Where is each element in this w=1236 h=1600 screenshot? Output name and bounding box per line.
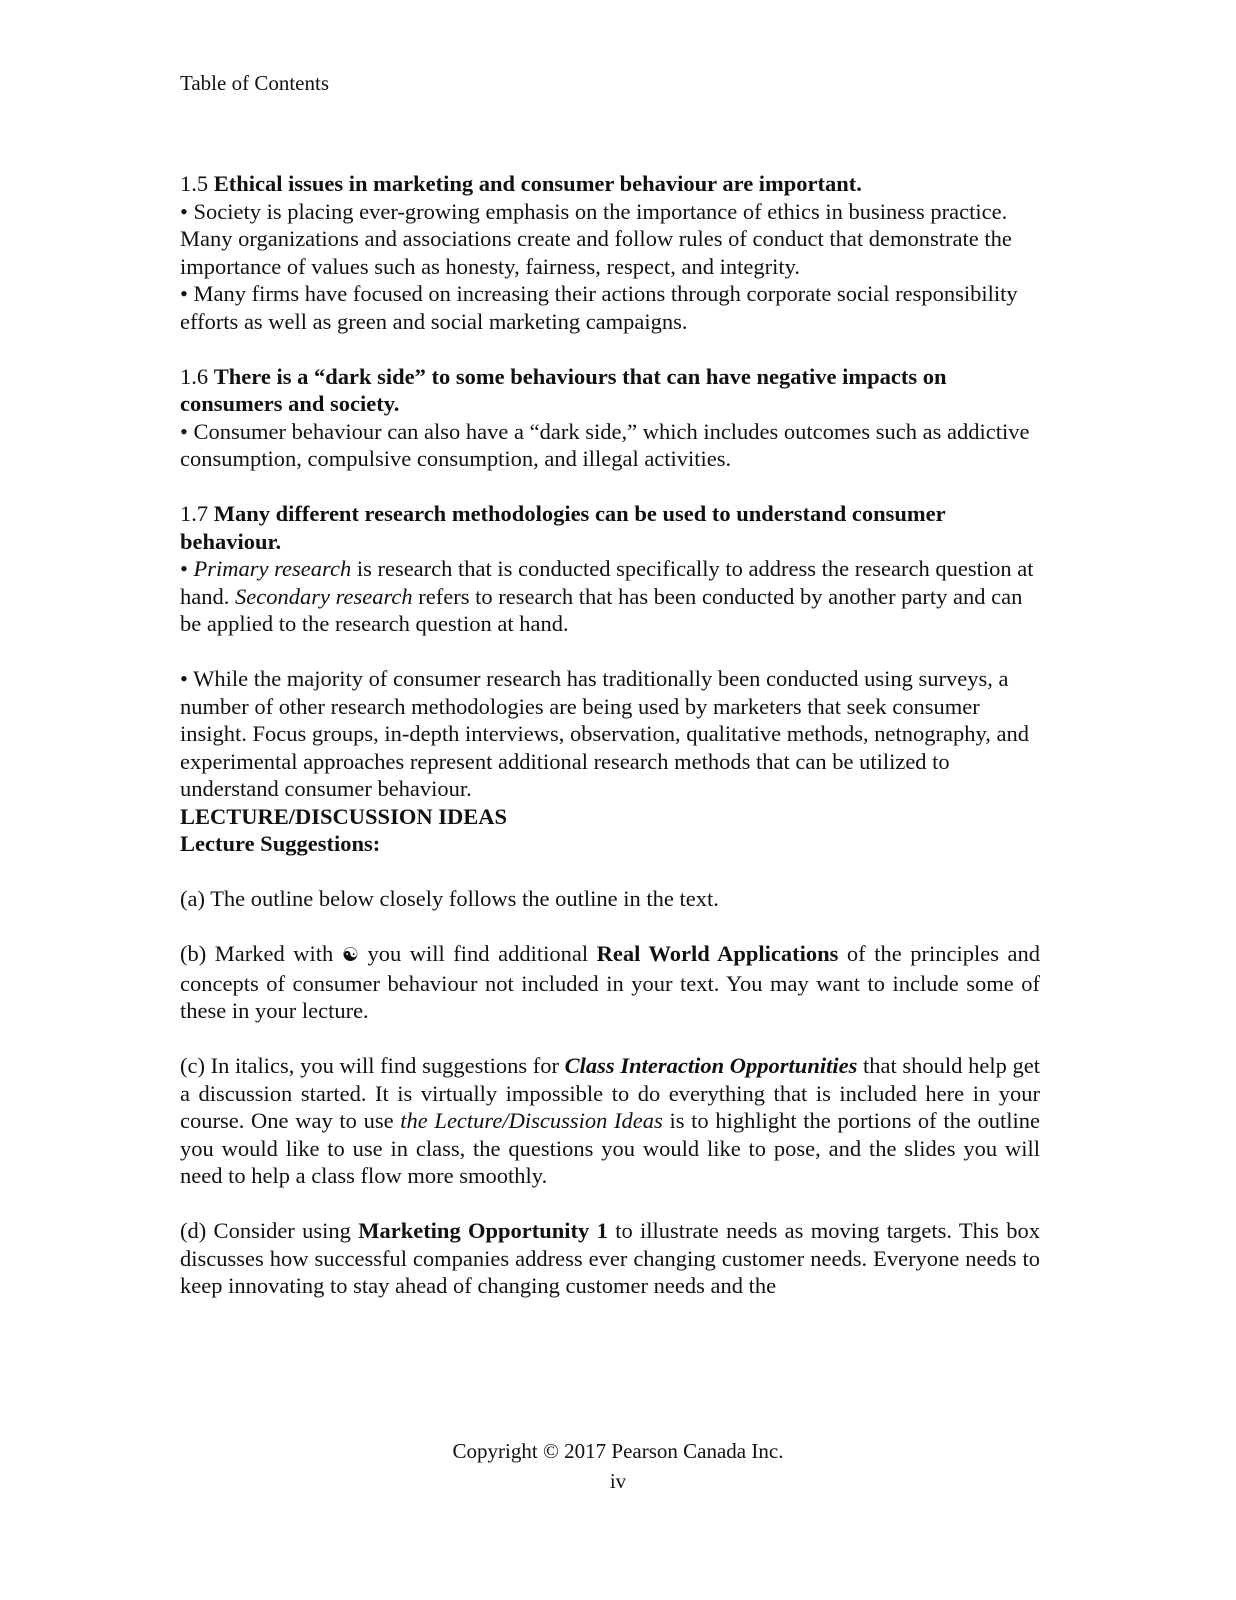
section-number: 1.6 xyxy=(180,363,209,389)
term-secondary-research: Secondary research xyxy=(235,583,413,609)
section-title: There is a “dark side” to some behaviours that can have negative impacts on consumers and society. xyxy=(180,363,947,416)
page-body xyxy=(180,170,1040,1300)
section-number: 1.7 xyxy=(180,501,209,526)
item-text: of the principles and concepts of consumer behaviour not included in your text. You may want to include some of these in your lecture. xyxy=(180,941,1040,1023)
section-title: Ethical issues in marketing and consumer behaviour are important. xyxy=(213,171,862,196)
item-text: (d) Consider using xyxy=(180,1218,359,1243)
item-text: you will find additional xyxy=(358,941,597,966)
term-primary-research: Primary research xyxy=(193,556,352,581)
lecture-discussion-heading: LECTURE/DISCUSSION IDEAS xyxy=(180,803,507,829)
section-1-6-heading xyxy=(180,363,1040,418)
item-text: that should help get a discussion started. It is virtually impossible to do everything that is included here in your course. One way to use xyxy=(180,1053,1040,1133)
lecture-item-a: (a) The outline below closely follows the outline in the text. xyxy=(180,886,719,911)
running-title: Table of Contents xyxy=(180,71,329,95)
lecture-suggestions-heading: Lecture Suggestions: xyxy=(180,831,381,856)
yin-yang-icon: ☯ xyxy=(341,944,359,966)
item-text: to illustrate needs as moving targets. This box discusses how successful companies address ever changing customer needs. Everyone needs to keep innovating to stay ahead of changing customer needs and the xyxy=(180,1218,1040,1298)
section-1-7-heading xyxy=(180,500,1040,555)
section-1-5-bullet: • Many firms have focused on increasing their actions through corporate social responsibility efforts as well as green and social marketing campaigns. xyxy=(180,281,1018,334)
item-text: (b) Marked with xyxy=(180,941,342,966)
section-1-5-bullet: • Society is placing ever-growing emphasis on the importance of ethics in business practice. Many organizations and associations create and follow rules of conduct that demonstrate the importance of values such as honesty, fairness, respect, and integrity. xyxy=(180,198,1012,279)
real-world-applications-term: Real World Applications xyxy=(596,941,839,966)
lecture-item-b xyxy=(180,940,1040,1025)
page-footer xyxy=(0,1436,1236,1496)
copyright-notice: Copyright © 2017 Pearson Canada Inc. xyxy=(452,1439,784,1463)
class-interaction-term: Class Interaction Opportunities xyxy=(564,1053,858,1078)
bullet-text: is research that is conducted specifically to address the research question at hand. xyxy=(180,556,1034,609)
bullet-prefix: • xyxy=(180,556,194,581)
section-1-5-heading xyxy=(180,170,1040,198)
section-1-7-bullet: • While the majority of consumer research has traditionally been conducted using surveys, a number of other research methodologies are being used by marketers that seek consumer insight. Focus groups, in-depth interviews, observation, qualitative methods, netnography, and experimental approaches represent additional research methods that can be utilized to understand consumer behaviour. xyxy=(180,666,1030,801)
lecture-discussion-ideas-term: the Lecture/Discussion Ideas xyxy=(400,1108,663,1133)
section-1-7-bullet xyxy=(180,555,1040,638)
item-text: is to highlight the portions of the outline you would like to use in class, the questions you would like to pose, and the slides you will need to help a class flow more smoothly. xyxy=(180,1108,1040,1188)
section-title: Many different research methodologies can be used to understand consumer behaviour. xyxy=(180,501,946,554)
section-1-6-bullet: • Consumer behaviour can also have a “dark side,” which includes outcomes such as addictive consumption, compulsive consumption, and illegal activities. xyxy=(180,418,1030,471)
lecture-item-d xyxy=(180,1217,1040,1300)
bullet-text: refers to research that has been conducted by another party and can be applied to the research question at hand. xyxy=(180,583,1023,636)
item-text: (c) In italics, you will find suggestions for xyxy=(180,1053,565,1078)
page-number: iv xyxy=(609,1469,627,1493)
marketing-opportunity-term: Marketing Opportunity 1 xyxy=(358,1218,608,1243)
section-number: 1.5 xyxy=(180,171,209,196)
lecture-item-c xyxy=(180,1052,1040,1190)
